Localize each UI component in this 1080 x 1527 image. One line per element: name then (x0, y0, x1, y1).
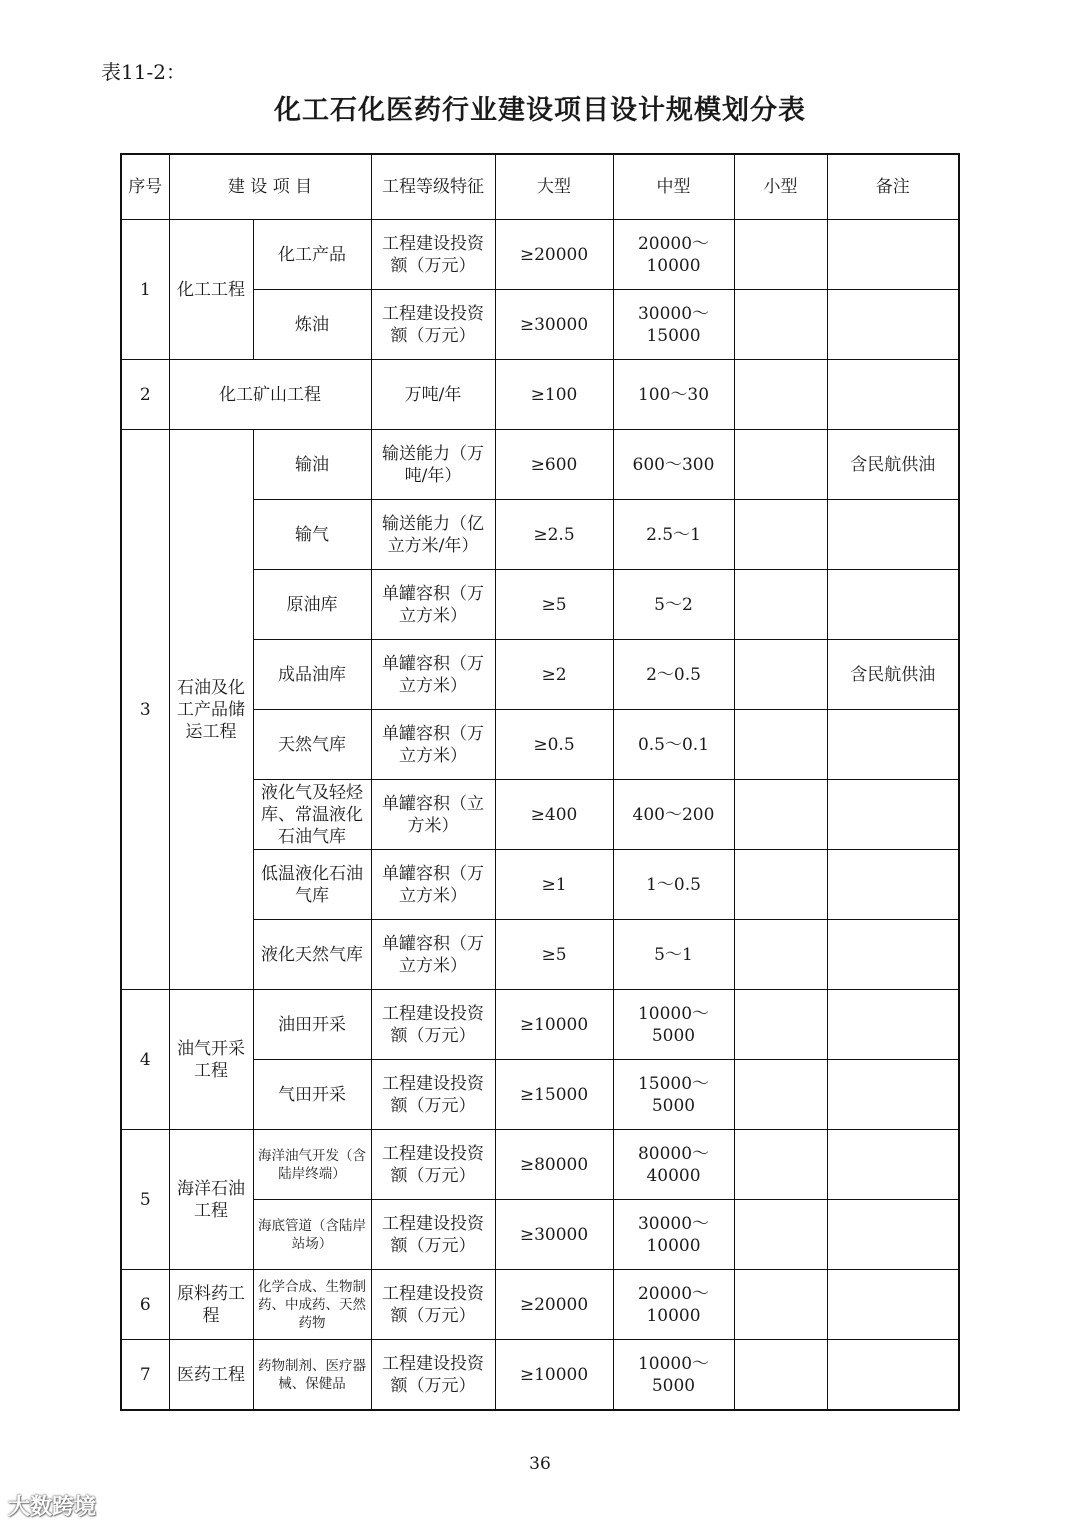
large-cell: ≥100 (495, 360, 613, 430)
table-row (121, 1340, 959, 1411)
watermark-logo: 大数跨境 (8, 1495, 97, 1520)
medium-cell: 10000～5000 (613, 990, 734, 1060)
medium-cell: 400～200 (613, 780, 734, 850)
medium-cell: 15000～5000 (613, 1060, 734, 1130)
small-cell (734, 570, 827, 640)
medium-cell: 1～0.5 (613, 850, 734, 920)
medium-cell: 0.5～0.1 (613, 710, 734, 780)
row-seq: 2 (121, 360, 169, 430)
sub-item: 海底管道（含陆岸站场） (253, 1200, 371, 1270)
table-row (121, 360, 959, 430)
sub-item: 气田开采 (253, 1060, 371, 1130)
remark-cell (827, 220, 959, 290)
feature-cell: 工程建设投资额（万元） (371, 1340, 495, 1411)
header-seq: 序号 (121, 154, 169, 220)
medium-cell: 5～2 (613, 570, 734, 640)
sub-item: 液化天然气库 (253, 920, 371, 990)
medium-cell: 5～1 (613, 920, 734, 990)
feature-cell: 工程建设投资额（万元） (371, 1060, 495, 1130)
sub-item: 成品油库 (253, 640, 371, 710)
large-cell: ≥1 (495, 850, 613, 920)
large-cell: ≥80000 (495, 1130, 613, 1200)
large-cell: ≥10000 (495, 1340, 613, 1411)
feature-cell: 工程建设投资额（万元） (371, 220, 495, 290)
large-cell: ≥5 (495, 920, 613, 990)
medium-cell: 2～0.5 (613, 640, 734, 710)
header-medium: 中型 (613, 154, 734, 220)
table-row (121, 430, 959, 500)
project-name: 油气开采工程 (169, 990, 253, 1130)
small-cell (734, 1060, 827, 1130)
medium-cell: 20000～10000 (613, 1270, 734, 1340)
sub-item: 天然气库 (253, 710, 371, 780)
small-cell (734, 850, 827, 920)
row-seq: 5 (121, 1130, 169, 1270)
row-seq: 7 (121, 1340, 169, 1411)
small-cell (734, 1130, 827, 1200)
sub-item: 输气 (253, 500, 371, 570)
remark-cell (827, 1060, 959, 1130)
row-seq: 3 (121, 430, 169, 990)
sub-item: 化学合成、生物制药、中成药、天然药物 (253, 1270, 371, 1340)
feature-cell: 工程建设投资额（万元） (371, 1270, 495, 1340)
large-cell: ≥30000 (495, 290, 613, 360)
large-cell: ≥0.5 (495, 710, 613, 780)
feature-cell: 工程建设投资额（万元） (371, 1200, 495, 1270)
table-row (121, 1270, 959, 1340)
remark-cell (827, 1130, 959, 1200)
page-title: 化工石化医药行业建设项目设计规模划分表 (274, 95, 806, 126)
feature-cell: 单罐容积（万立方米） (371, 920, 495, 990)
project-name: 化工工程 (169, 220, 253, 360)
project-name: 化工矿山工程 (169, 360, 371, 430)
header-large: 大型 (495, 154, 613, 220)
medium-cell: 100～30 (613, 360, 734, 430)
sub-item: 化工产品 (253, 220, 371, 290)
row-seq: 4 (121, 990, 169, 1130)
medium-cell: 30000～10000 (613, 1200, 734, 1270)
project-name: 石油及化工产品储运工程 (169, 430, 253, 990)
small-cell (734, 640, 827, 710)
large-cell: ≥30000 (495, 1200, 613, 1270)
remark-cell (827, 990, 959, 1060)
small-cell (734, 710, 827, 780)
small-cell (734, 430, 827, 500)
remark-cell (827, 780, 959, 850)
sub-item: 油田开采 (253, 990, 371, 1060)
small-cell (734, 920, 827, 990)
small-cell (734, 220, 827, 290)
large-cell: ≥20000 (495, 220, 613, 290)
small-cell (734, 990, 827, 1060)
feature-cell: 单罐容积（立方米） (371, 780, 495, 850)
table-row (121, 990, 959, 1060)
remark-cell (827, 920, 959, 990)
feature-cell: 工程建设投资额（万元） (371, 990, 495, 1060)
header-remark: 备注 (827, 154, 959, 220)
large-cell: ≥2.5 (495, 500, 613, 570)
sub-item: 原油库 (253, 570, 371, 640)
feature-cell: 单罐容积（万立方米） (371, 850, 495, 920)
remark-cell: 含民航供油 (827, 640, 959, 710)
small-cell (734, 290, 827, 360)
remark-cell (827, 850, 959, 920)
large-cell: ≥2 (495, 640, 613, 710)
feature-cell: 工程建设投资额（万元） (371, 290, 495, 360)
header-small: 小型 (734, 154, 827, 220)
feature-cell: 工程建设投资额（万元） (371, 1130, 495, 1200)
medium-cell: 20000～10000 (613, 220, 734, 290)
remark-cell: 含民航供油 (827, 430, 959, 500)
remark-cell (827, 570, 959, 640)
project-name: 医药工程 (169, 1340, 253, 1411)
feature-cell: 输送能力（万吨/年） (371, 430, 495, 500)
sub-item: 药物制剂、医疗器械、保健品 (253, 1340, 371, 1411)
medium-cell: 80000～40000 (613, 1130, 734, 1200)
page-number: 36 (529, 1454, 551, 1474)
header-row (121, 154, 959, 220)
header-feature: 工程等级特征 (371, 154, 495, 220)
row-seq: 6 (121, 1270, 169, 1340)
large-cell: ≥600 (495, 430, 613, 500)
feature-cell: 输送能力（亿立方米/年） (371, 500, 495, 570)
small-cell (734, 500, 827, 570)
feature-cell: 单罐容积（万立方米） (371, 710, 495, 780)
remark-cell (827, 290, 959, 360)
small-cell (734, 1340, 827, 1411)
small-cell (734, 360, 827, 430)
large-cell: ≥5 (495, 570, 613, 640)
medium-cell: 2.5～1 (613, 500, 734, 570)
sub-item: 输油 (253, 430, 371, 500)
remark-cell (827, 1340, 959, 1411)
medium-cell: 600～300 (613, 430, 734, 500)
project-name: 原料药工程 (169, 1270, 253, 1340)
feature-cell: 单罐容积（万立方米） (371, 570, 495, 640)
small-cell (734, 1200, 827, 1270)
large-cell: ≥10000 (495, 990, 613, 1060)
design-scale-table (120, 153, 960, 1411)
table-label: 表11-2： (101, 60, 186, 84)
remark-cell (827, 1200, 959, 1270)
large-cell: ≥15000 (495, 1060, 613, 1130)
header-project: 建 设 项 目 (169, 154, 371, 220)
feature-cell: 单罐容积（万立方米） (371, 640, 495, 710)
medium-cell: 30000～15000 (613, 290, 734, 360)
small-cell (734, 780, 827, 850)
sub-item: 低温液化石油气库 (253, 850, 371, 920)
row-seq: 1 (121, 220, 169, 360)
feature-cell: 万吨/年 (371, 360, 495, 430)
sub-item: 海洋油气开发（含陆岸终端） (253, 1130, 371, 1200)
sub-item: 炼油 (253, 290, 371, 360)
medium-cell: 10000～5000 (613, 1340, 734, 1411)
large-cell: ≥400 (495, 780, 613, 850)
small-cell (734, 1270, 827, 1340)
project-name: 海洋石油工程 (169, 1130, 253, 1270)
table-row (121, 1130, 959, 1200)
remark-cell (827, 500, 959, 570)
remark-cell (827, 710, 959, 780)
remark-cell (827, 360, 959, 430)
remark-cell (827, 1270, 959, 1340)
large-cell: ≥20000 (495, 1270, 613, 1340)
sub-item: 液化气及轻烃库、常温液化石油气库 (253, 780, 371, 850)
table-row (121, 220, 959, 290)
